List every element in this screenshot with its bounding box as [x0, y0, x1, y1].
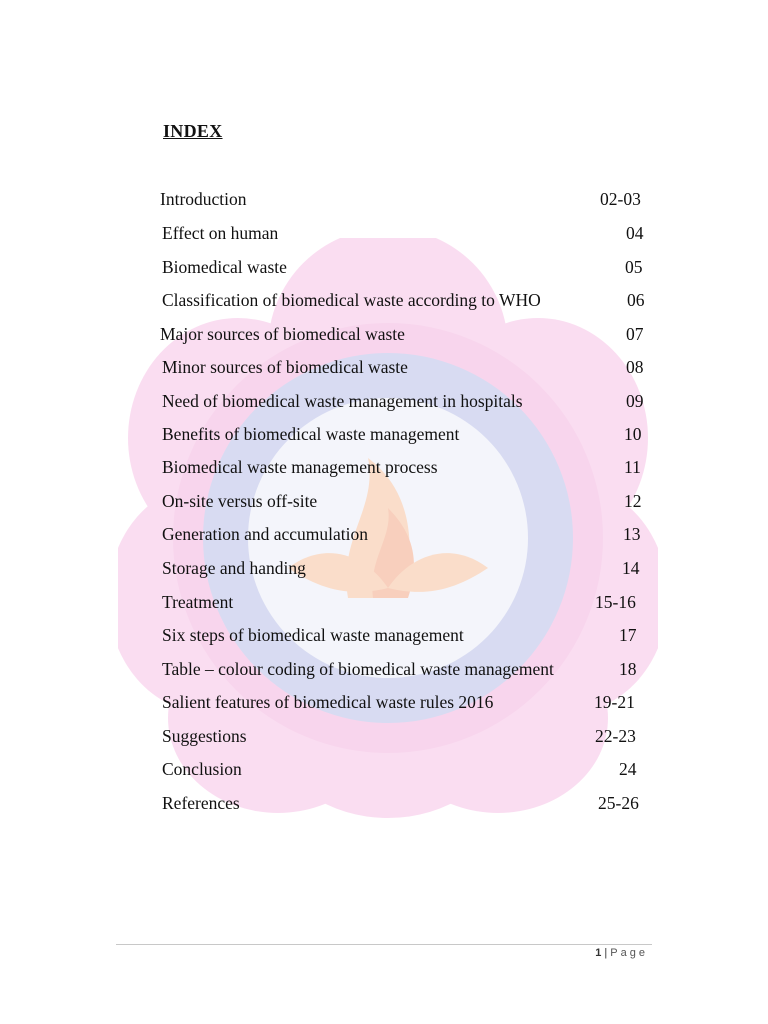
footer-separator: |: [604, 947, 608, 959]
toc-entry-page: 24: [619, 759, 637, 779]
toc-entry: [0, 690, 768, 714]
toc-entry: [0, 556, 768, 580]
toc-entry-page: 17: [619, 625, 637, 645]
toc-entry: [0, 288, 768, 312]
toc-entry: [0, 187, 768, 211]
toc-entry-page: 10: [624, 424, 642, 444]
toc-entry-page: 25-26: [598, 793, 639, 813]
page-word: Page: [610, 947, 648, 959]
toc-entry-label: Salient features of biomedical waste rules 2016: [162, 692, 494, 712]
footer-divider: [116, 944, 652, 945]
toc-entry-label: Conclusion: [162, 759, 242, 779]
toc-entry-label: Need of biomedical waste management in hospitals: [162, 391, 523, 411]
toc-entry-label: Major sources of biomedical waste: [160, 324, 405, 344]
toc-entry-label: Storage and handing: [162, 558, 306, 578]
page-number: 1: [595, 947, 602, 959]
toc-entry-label: References: [162, 793, 240, 813]
toc-entry-label: On-site versus off-site: [162, 491, 318, 511]
toc-entry: [0, 355, 768, 379]
toc-entry: [0, 724, 768, 748]
toc-entry-page: 04: [626, 223, 644, 243]
toc-entry-label: Generation and accumulation: [162, 524, 369, 544]
toc-entry: [0, 623, 768, 647]
toc-entry: [0, 657, 768, 681]
toc-entry-page: 13: [623, 524, 641, 544]
toc-entry: [0, 489, 768, 513]
toc-entry: [0, 455, 768, 479]
toc-entry-label: Six steps of biomedical waste management: [162, 625, 464, 645]
toc-entry-label: Introduction: [160, 189, 247, 209]
toc-entry-page: 11: [624, 457, 641, 477]
toc-entry: [0, 389, 768, 413]
toc-entry-page: 08: [626, 357, 644, 377]
toc-entry: [0, 757, 768, 781]
toc-entry-page: 02-03: [600, 189, 641, 209]
toc-entry-label: Biomedical waste: [162, 257, 287, 277]
toc-entry-page: 06: [627, 290, 645, 310]
toc-entry-label: Table – colour coding of biomedical waste management: [162, 659, 554, 679]
toc-entry-label: Treatment: [162, 592, 234, 612]
toc-entry-label: Benefits of biomedical waste management: [162, 424, 460, 444]
toc-entry: [0, 791, 768, 815]
toc-entry-page: 14: [622, 558, 640, 578]
toc-entry-page: 09: [626, 391, 644, 411]
toc-entry-label: Minor sources of biomedical waste: [162, 357, 408, 377]
toc-entry: [0, 255, 768, 279]
toc-entry-page: 15-16: [595, 592, 636, 612]
index-heading: INDEX: [163, 121, 223, 141]
toc-entry-label: Suggestions: [162, 726, 247, 746]
toc-entry-page: 22-23: [595, 726, 636, 746]
toc-entry-page: 07: [626, 324, 644, 344]
toc-entry-page: 05: [625, 257, 643, 277]
page-footer: [595, 947, 648, 959]
toc-entry: [0, 522, 768, 546]
toc-entry-label: Classification of biomedical waste according to WHO: [162, 290, 541, 310]
toc-entry: [0, 422, 768, 446]
toc-entry: [0, 322, 768, 346]
toc-entry-label: Effect on human: [162, 223, 279, 243]
toc-entry: [0, 590, 768, 614]
toc-entry-page: 12: [624, 491, 642, 511]
toc-entry-page: 18: [619, 659, 637, 679]
toc-entry-page: 19-21: [594, 692, 635, 712]
toc-entry: [0, 221, 768, 245]
toc-entry-label: Biomedical waste management process: [162, 457, 438, 477]
